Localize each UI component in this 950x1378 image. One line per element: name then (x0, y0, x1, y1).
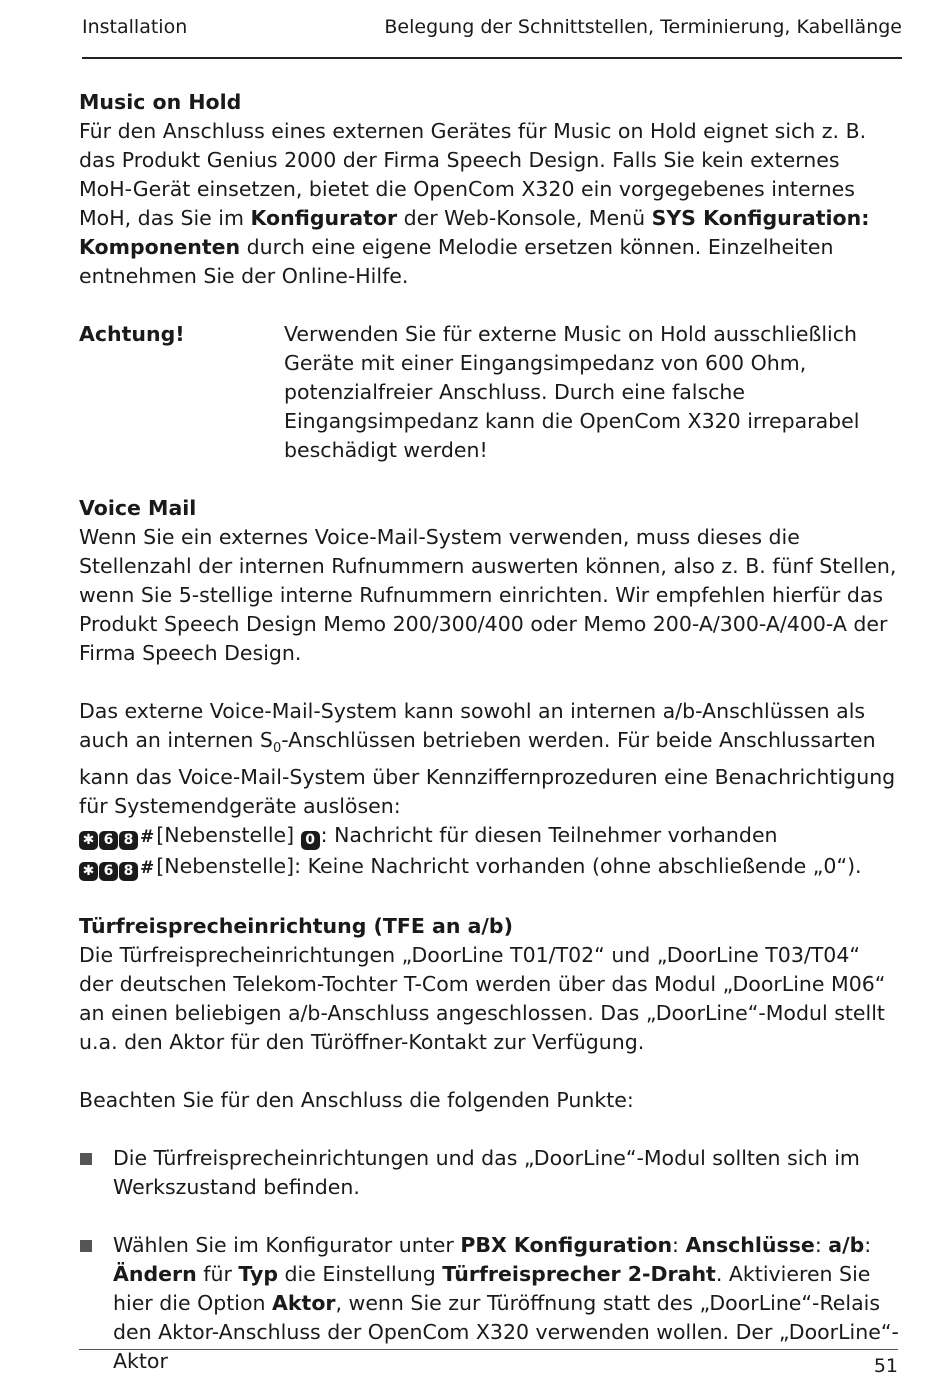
footer-divider (79, 1349, 898, 1350)
hash-key-icon: # (140, 827, 155, 848)
key-8-icon: 8 (119, 831, 138, 850)
moh-text-3: durch eine eigene Melodie ersetzen können. Einzelheiten entnehmen Sie der Online-Hilfe. (79, 235, 834, 288)
header-divider (82, 57, 902, 59)
code-1-text-a: [Nebenstelle] (156, 823, 301, 848)
tfe-heading: Türfreisprecheinrichtung (TFE an a/b) (79, 914, 513, 939)
moh-text-1: Für den Anschluss eines externen Gerätes für Music on Hold eignet sich z. B. das Produkt Genius 2000 der Firma Speech Design. Falls Sie kein externes MoH-Gerät einsetzen, bietet die OpenCom X320 ein vorgegebenes internes MoH, das Sie im (79, 119, 867, 230)
bullet-text: Wählen Sie im Konfigurator unter PBX Konfiguration: Anschlüsse: a/b: Ändern für Typ die Einstellung Türfreisprecher 2-Draht. Aktivieren Sie hier die Option Aktor, wenn Sie zur Türöffnung statt des „DoorLine“-Relais den Aktor-Anschluss der OpenCom X320 verwenden wollen. Der „DoorLine“-Aktor (113, 1233, 899, 1374)
warning-note (79, 320, 899, 465)
voicemail-heading: Voice Mail (79, 496, 197, 520)
header-chapter-title: Belegung der Schnittstellen, Terminierung, Kabellänge (384, 16, 902, 38)
hash-key-icon: # (140, 858, 155, 879)
warning-text: Verwenden Sie für externe Music on Hold ausschließlich Geräte mit einer Eingangsimpedanz von 600 Ohm, potenzialfreier Anschluss. Durch eine falsche Eingangsimpedanz kann die OpenCom X320 irreparabel beschädigt werden! (284, 322, 860, 462)
code-1-text-b: : Nachricht für diesen Teilnehmer vorhanden (320, 823, 778, 848)
star-key-icon: ✱ (79, 831, 98, 850)
page-number: 51 (873, 1355, 898, 1377)
tfe-paragraph-2: Beachten Sie für den Anschluss die folgenden Punkte: (79, 1088, 634, 1113)
moh-text-2: der Web-Konsole, Menü (397, 206, 652, 230)
page-header (82, 16, 902, 56)
key-6-icon: 6 (99, 862, 118, 881)
moh-heading: Music on Hold (79, 90, 242, 114)
voicemail-p2-sub: 0 (272, 741, 282, 757)
key-8-icon: 8 (119, 862, 138, 881)
list-item (79, 1144, 899, 1202)
key-0-icon: 0 (301, 831, 320, 850)
list-item (79, 1231, 899, 1376)
code-line-2 (79, 852, 899, 883)
moh-bold-configurator: Konfigurator (250, 206, 398, 230)
voicemail-p2-a: Das externe Voice-Mail-System kann sowohl an internen a/b-Anschlüssen als auch an internen S (79, 699, 866, 752)
voicemail-paragraph-2 (79, 697, 899, 821)
tfe-paragraph-1: Die Türfreisprecheinrichtungen „DoorLine T01/T02“ und „DoorLine T03/T04“ der deutschen Telekom-Tochter T-Com werden über das Modul „DoorLine M06“ an einen beliebigen a/b-Anschluss angeschlossen. Das „DoorLine“-Modul stellt u.a. den Aktor für den Türöffner-Kontakt zur Verfügung. (79, 943, 886, 1055)
code-2-text: [Nebenstelle]: Keine Nachricht vorhanden (ohne abschließende „0“). (156, 854, 862, 879)
bullet-square-icon (79, 1144, 113, 1202)
code-line-1 (79, 821, 899, 852)
star-key-icon: ✱ (79, 862, 98, 881)
page-content (79, 88, 899, 1376)
header-section-title: Installation (82, 16, 188, 38)
voicemail-paragraph-1: Wenn Sie ein externes Voice-Mail-System verwenden, muss dieses die Stellenzahl der internen Rufnummern auswerten können, also z. B. fünf Stellen, wenn Sie 5-stellige interne Rufnummern einrichten. Wir empfehlen hierfür das Produkt Speech Design Memo 200/300/400 oder Memo 200-A/300-A/400-A der Firma Speech Design. (79, 525, 897, 665)
bullet-square-icon (79, 1231, 113, 1376)
bullet-text: Die Türfreisprecheinrichtungen und das „DoorLine“-Modul sollten sich im Werkszustand befinden. (113, 1146, 860, 1200)
voicemail-p2-b: -Anschlüssen betrieben werden. Für beide Anschlussarten kann das Voice-Mail-System über Kennziffernprozeduren eine Benachrichtigung für Systemendgeräte auslösen: (79, 728, 896, 819)
key-6-icon: 6 (99, 831, 118, 850)
warning-label: Achtung! (79, 322, 185, 346)
moh-bold-menu: SYS Konfiguration: Komponenten (79, 206, 870, 259)
moh-paragraph (79, 117, 899, 291)
